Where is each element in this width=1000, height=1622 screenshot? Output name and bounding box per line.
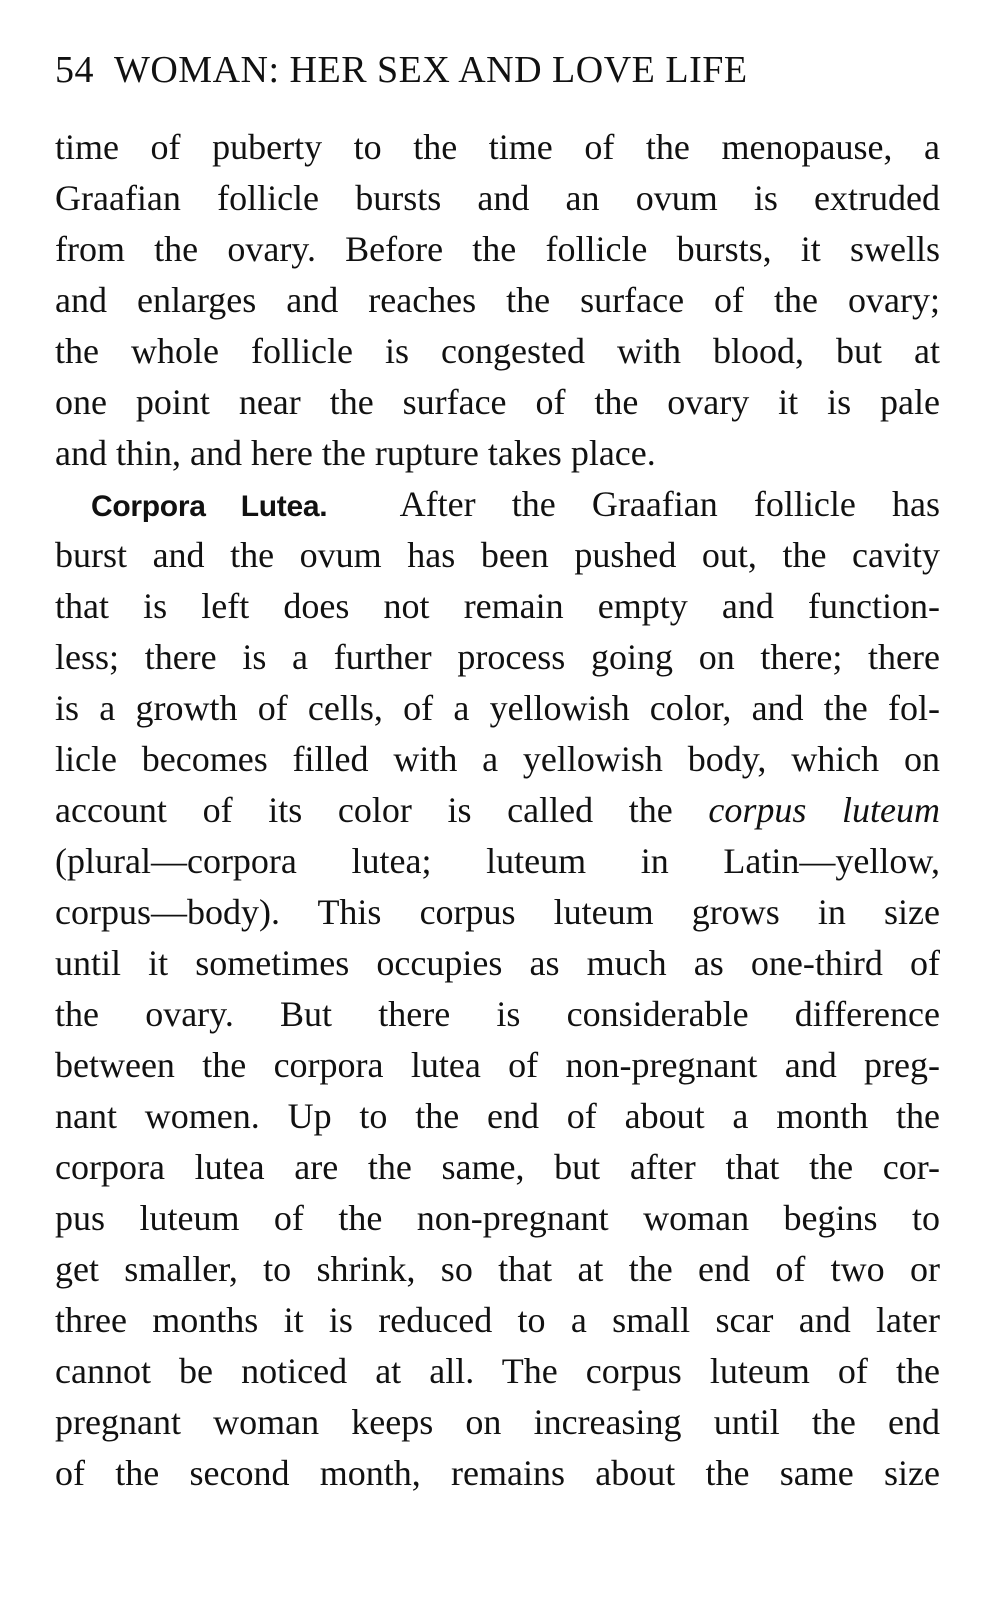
text-line: nant women. Up to the end of about a month the bbox=[55, 1096, 940, 1136]
text-line: corpora lutea are the same, but after that the cor- bbox=[55, 1147, 940, 1187]
section-heading: Corpora Lutea. bbox=[91, 490, 328, 523]
text-line-with-italic bbox=[55, 785, 940, 836]
text-line: that is left does not remain empty and function- bbox=[55, 586, 940, 626]
text-line: of the second month, remains about the same size bbox=[55, 1453, 940, 1493]
text-line: and thin, and here the rupture takes place. bbox=[55, 433, 656, 473]
text-line: pregnant woman keeps on increasing until the end bbox=[55, 1402, 940, 1442]
section-first-line bbox=[55, 479, 940, 530]
running-header bbox=[55, 45, 940, 97]
italic-term: corpus luteum bbox=[708, 790, 940, 830]
text-line: pus luteum of the non-pregnant woman begins to bbox=[55, 1198, 940, 1238]
text-line: cannot be noticed at all. The corpus luteum of the bbox=[55, 1351, 940, 1391]
section-first-line-text: After the Graafian follicle has bbox=[399, 484, 940, 524]
book-page bbox=[55, 45, 940, 1585]
running-title: WOMAN: HER SEX AND LOVE LIFE bbox=[114, 49, 748, 91]
text-line: three months it is reduced to a small scar and later bbox=[55, 1300, 940, 1340]
body-text bbox=[55, 122, 940, 1499]
text-line: licle becomes filled with a yellowish body, which on bbox=[55, 739, 940, 779]
text-line: the ovary. But there is considerable difference bbox=[55, 994, 940, 1034]
text-line: is a growth of cells, of a yellowish color, and the fol- bbox=[55, 688, 940, 728]
text-line: from the ovary. Before the follicle bursts, it swells bbox=[55, 229, 940, 269]
text-line: corpus—body). This corpus luteum grows in size bbox=[55, 892, 940, 932]
text-line: get smaller, to shrink, so that at the end of two or bbox=[55, 1249, 940, 1289]
text-line: the whole follicle is congested with blood, but at bbox=[55, 331, 940, 371]
text-line-start: account of its color is called the bbox=[55, 790, 673, 830]
text-line: (plural—corpora lutea; luteum in Latin—yellow, bbox=[55, 841, 940, 881]
text-line: one point near the surface of the ovary it is pale bbox=[55, 382, 940, 422]
text-line: Graafian follicle bursts and an ovum is extruded bbox=[55, 178, 940, 218]
text-line: and enlarges and reaches the surface of the ovary; bbox=[55, 280, 940, 320]
text-line: between the corpora lutea of non-pregnant and preg- bbox=[55, 1045, 940, 1085]
page-number: 54 bbox=[55, 49, 94, 91]
text-line: time of puberty to the time of the menopause, a bbox=[55, 127, 940, 167]
text-line: until it sometimes occupies as much as one-third of bbox=[55, 943, 940, 983]
text-line: less; there is a further process going on there; there bbox=[55, 637, 940, 677]
text-line: burst and the ovum has been pushed out, the cavity bbox=[55, 535, 940, 575]
